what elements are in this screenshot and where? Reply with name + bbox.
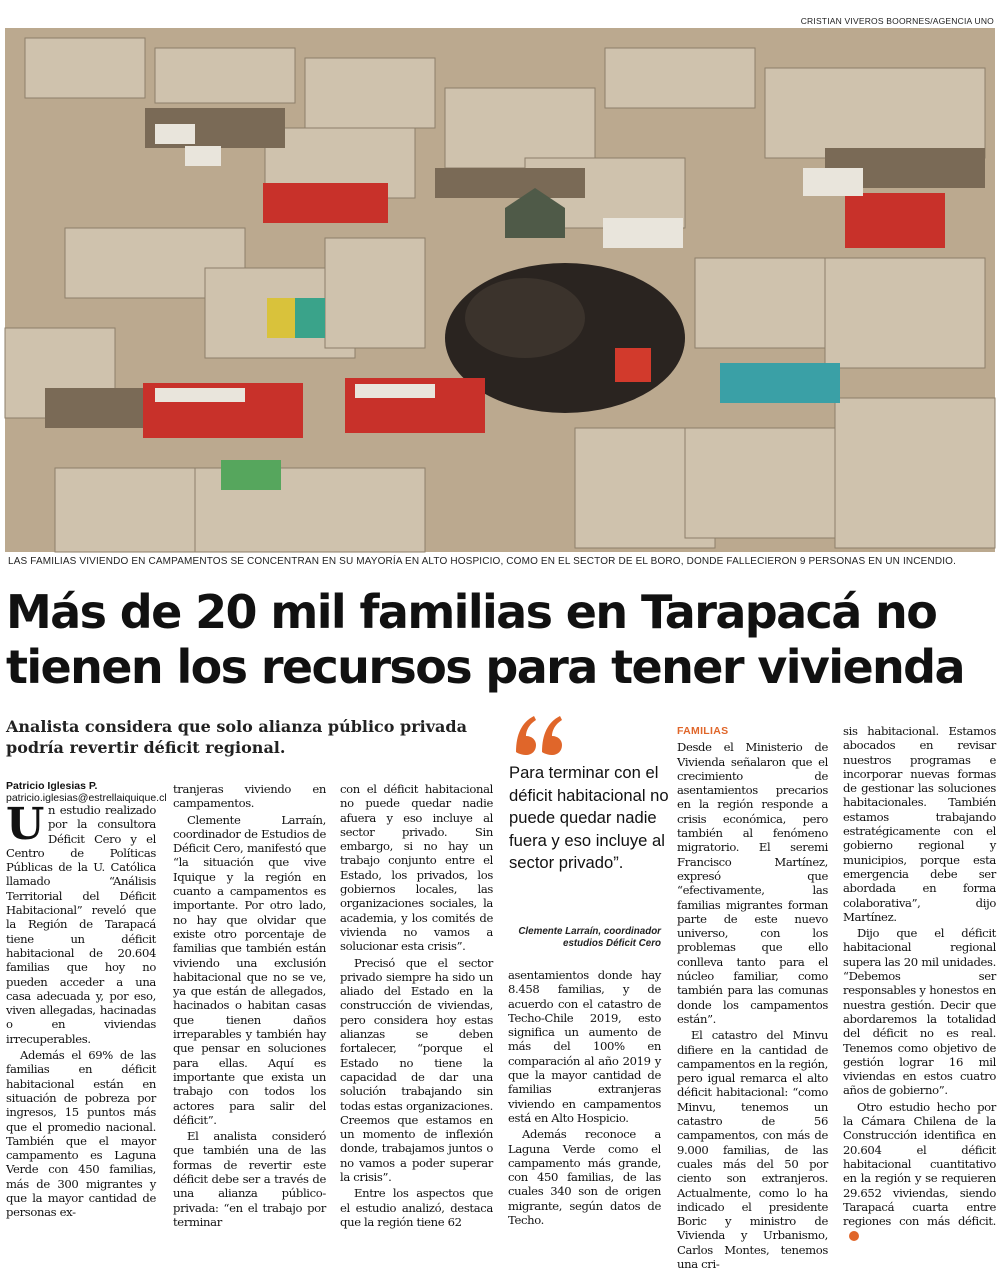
article-paragraph [843, 1100, 996, 1243]
photo-caption: LAS FAMILIAS VIVIENDO EN CAMPAMENTOS SE CONCENTRAN EN SU MAYORÍA EN ALTO HOSPICIO, COMO EN EL SECTOR DE EL BORO, DONDE FALLECIERON 9 PERSONAS EN UN INCENDIO. [8, 556, 957, 567]
author-name: Patricio Iglesias P. [6, 780, 98, 792]
article-paragraph: Dijo que el déficit habitacional regional supera las 20 mil unidades. “Debemos ser responsables y honestos en nuestra gestión. Decir que abordaremos la totalidad del déficit no es real. Tenemos como objetivo de gestión lograr 16 mil viviendas en estos cuatro años de gobierno”. [843, 926, 996, 1098]
article-paragraph: sis habitacional. Estamos abocados en revisar nuestros programas e incorporar nuevas formas de gestionar las soluciones habitacionales. También estamos trabajando estratégicamente con el gobierno regional y municipios, porque esta emergencia debe ser abordada en forma colaborativa”, dijo Martínez. [843, 724, 996, 924]
article-paragraph [6, 799, 156, 1046]
paragraph-text: n estudio realizado por la consultora Déficit Cero y el Centro de Políticas Públicas de la U. Católica llamado “Análisis Territorial del Déficit Habitacional” reveló que la Región de Tarapacá tiene un déficit habitacional de 20.604 familias que hoy no pueden acceder a una casa adecuada y, por eso, viven allegadas, hacinadas o en viviendas irrecuperables. [6, 803, 156, 1046]
author-email: patricio.iglesias@estrellaiquique.cl [6, 792, 167, 804]
article-column-5 [677, 724, 828, 1273]
deck-subtitle: Analista considera que solo alianza público privada podría revertir déficit regional. [6, 717, 467, 757]
article-paragraph: Precisó que el sector privado siempre ha sido un aliado del Estado en la construcción de viviendas, pero considera hoy estas alianzas se deben fortalecer, “porque el Estado no tiene la capacidad de dar una solución trabajando sin todas estas organizaciones. Creemos que estamos en un momento de inflexión donde, trabajamos juntos o no vamos a poder superar la crisis”. [340, 955, 493, 1185]
pull-quote-attribution: Clemente Larraín, coordinador estudios Déficit Cero [518, 926, 661, 949]
article-paragraph: El analista consideró que también una de las formas de revertir este déficit debe ser a través de una alianza público-privada: “en el trabajo por terminar [173, 1129, 326, 1229]
aerial-photo-campamento [5, 28, 995, 552]
article-column-2 [173, 782, 326, 1231]
drop-cap: U [6, 799, 45, 850]
photo-credit: CRISTIAN VIVEROS BOORNES/AGENCIA UNO [800, 16, 994, 26]
article-paragraph: Desde el Ministerio de Vivienda señalaron que el crecimiento de asentamientos precarios en la región responde a crisis económica, pero también al fenómeno migratorio. El seremi Francisco Martínez, expresó que “efectivamente, las familias migrantes forman parte de este nuevo universo, con los problemas que ello conlleva tanto para el núcleo familiar, como también para las comunas donde los campamentos están”. [677, 740, 828, 1026]
section-subhead: FAMILIAS [677, 725, 729, 737]
headline-line-2: tienen los recursos para tener vivienda [6, 640, 964, 694]
article-column-3 [340, 782, 493, 1231]
pull-quote: Para terminar con el déficit habitacional no puede quedar nadie fuera y eso incluye al sector privado”. [509, 763, 669, 873]
article-column-1 [6, 799, 156, 1222]
photo-illustration [5, 28, 995, 552]
article-column-6 [843, 724, 996, 1245]
article-paragraph: con el déficit habitacional no puede quedar nadie afuera y eso incluye al sector privado. Sin embargo, si no hay un trabajo conjunto entre el Estado, los privados, los gobiernos locales, las organizaciones sociales, la academia, y los comités de vivienda no vamos a solucionar esta crisis”. [340, 782, 493, 954]
end-of-article-icon [849, 1231, 859, 1241]
article-paragraph: Clemente Larraín, coordinador de Estudios de Déficit Cero, manifestó que “la situación que vive Iquique y la región en cuanto a campamentos es importante. Por otro lado, no hay que olvidar que existe otro porcentaje de familias que también están viviendo una exclusión habitacional que no se ve, ya que están de allegados, hacinados o habitan casas que tienen daños irreparables y también hay que pensar en soluciones para ellas. Aquí es importante que exista un trabajo con todos los actores para salir del déficit”. [173, 812, 326, 1127]
article-column-4 [508, 968, 661, 1229]
article-paragraph: El catastro del Minvu difiere en la cantidad de campamentos en la región, pero igual remarca el alto déficit habitacional: “como Minvu, tenemos un catastro de 56 campamentos, con más de 9.000 familias, de las cuales más del 50 por ciento son extranjeros. Actualmente, como lo ha indicado el presidente Boric y ministro de Vivienda y Urbanismo, Carlos Montes, tenemos una cri- [677, 1028, 828, 1271]
headline [6, 585, 996, 695]
quote-mark-icon [514, 712, 564, 757]
article-paragraph: Además reconoce a Laguna Verde como el campamento más grande, con 450 familias, de las cuales 340 son de origen migrante, según datos de Techo. [508, 1127, 661, 1228]
article-paragraph: asentamientos donde hay 8.458 familias, y de acuerdo con el catastro de Techo-Chile 2019, esto significa un aumento de más del 100% en comparación al año 2019 y que la mayor cantidad de familias extranjeras viviendo en campamentos está en Alto Hospicio. [508, 968, 661, 1125]
article-paragraph: Además el 69% de las familias en déficit habitacional están en situación de pobreza por ingresos, 15 puntos más que el promedio nacional. También que el mayor campamento es Laguna Verde con 450 familias, más de 300 migrantes y que la mayor cantidad de personas ex- [6, 1048, 156, 1220]
article-paragraph: tranjeras viviendo en campamentos. [173, 782, 326, 811]
article-paragraph: Entre los aspectos que el estudio analizó, destaca que la región tiene 62 [340, 1186, 493, 1229]
paragraph-text: Otro estudio hecho por la Cámara Chilena de la Construcción identifica en 20.604 el déficit habitacional cuantitativo en la región y se requieren 29.652 viviendas, siendo Tarapacá cuarta entre regiones con más déficit. [843, 1099, 996, 1229]
headline-line-1: Más de 20 mil familias en Tarapacá no [6, 585, 937, 639]
